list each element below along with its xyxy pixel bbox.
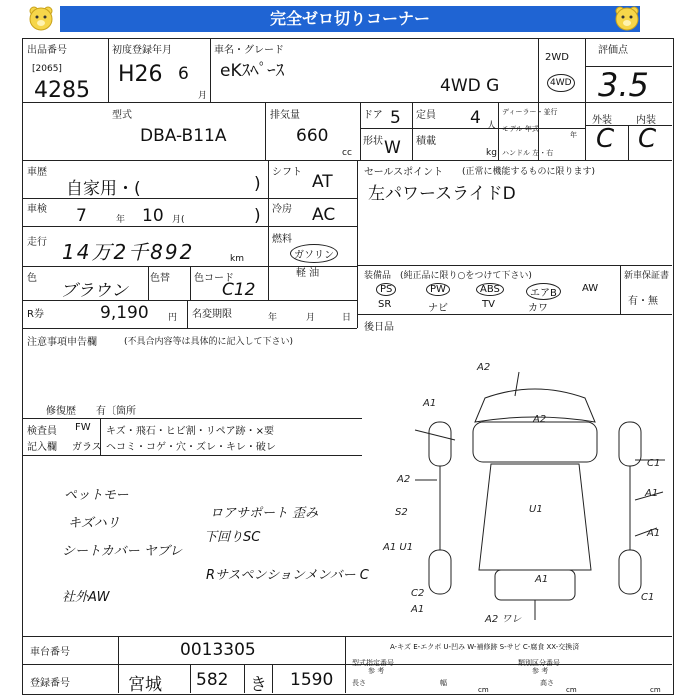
equip-tv: TV xyxy=(482,299,495,310)
car-diagram xyxy=(383,360,675,630)
equip-leather: カワ xyxy=(528,303,548,314)
first-reg-year: H26 xyxy=(118,62,163,87)
bear-mascot-icon xyxy=(26,4,56,34)
year-unit: 年 xyxy=(570,131,577,139)
note-left-4: 社外AW xyxy=(62,590,110,605)
inspection-year-unit: 年 xyxy=(116,215,126,225)
fuel-label: 燃料 xyxy=(272,234,292,245)
header-title: 完全ゼロ切りコーナー xyxy=(269,9,430,28)
car-label: 車名・グレード xyxy=(214,45,284,56)
note-right-2: 下回りSC xyxy=(204,530,261,545)
shape-label: 形状 xyxy=(363,136,383,147)
footer-box2-sub: 参 考 xyxy=(532,667,549,675)
notice-label: 注意事項申告欄 xyxy=(27,337,97,348)
lot-label: 出品番号 xyxy=(27,45,67,56)
footer-box1-sub: 参 考 xyxy=(368,667,385,675)
capacity-value: 4 xyxy=(470,108,481,128)
history-close: ) xyxy=(254,174,261,194)
bear-mascot-icon xyxy=(612,4,642,34)
chassis-value: 0013305 xyxy=(180,640,256,660)
plate-region: 宮城 xyxy=(128,675,162,695)
footer-length: 長さ xyxy=(352,679,366,687)
plate-class: 582 xyxy=(196,670,229,690)
equipment-note: (純正品に限り○をつけて下さい) xyxy=(400,271,532,281)
color-label: 色 xyxy=(27,273,37,284)
warranty-value: 有・無 xyxy=(628,296,658,307)
check-label2: 記入欄 xyxy=(27,442,57,453)
shape-value: W xyxy=(384,138,401,158)
mark-c1-right-rear: C1 xyxy=(641,592,655,603)
recycle-value: 9,190 xyxy=(100,303,149,323)
warranty-label: 新車保証書 xyxy=(624,271,670,281)
nc-day: 日 xyxy=(342,313,352,323)
exterior-value: C xyxy=(596,124,615,154)
plate-label: 登録番号 xyxy=(30,678,70,689)
drive-2wd: 2WD xyxy=(545,52,569,63)
model-value: DBA-B11A xyxy=(140,126,227,146)
equipment-label: 装備品 xyxy=(364,271,392,281)
note-right-3: Rサスペンションメンバー C xyxy=(206,568,369,583)
check-fw: FW xyxy=(75,422,91,433)
history-value: 自家用・( xyxy=(66,179,141,199)
load-unit: kg xyxy=(486,148,497,158)
paint-label: 色替 xyxy=(150,273,170,284)
header-banner xyxy=(60,6,640,32)
cm-unit-2: cm xyxy=(566,686,577,694)
cc-unit: cc xyxy=(342,148,352,158)
exterior-label: 外装 xyxy=(592,115,612,126)
doors-value: 5 xyxy=(390,108,401,128)
sales-point-note: (正常に機能するものに限ります) xyxy=(462,167,596,177)
check-row2: ヘコミ・コゲ・穴・ズレ・キレ・破レ xyxy=(106,442,276,453)
equip-sr: SR xyxy=(378,299,392,310)
mark-c1-right: C1 xyxy=(647,458,661,469)
inspection-month: 10 xyxy=(142,206,164,226)
notice-note: (不具合内容等は具体的に記入して下さい) xyxy=(124,337,294,347)
footer-width: 幅 xyxy=(440,679,447,687)
plate-kana: き xyxy=(250,675,267,695)
inspection-label: 車検 xyxy=(27,204,47,215)
sales-point-text: 左パワースライドD xyxy=(368,184,516,204)
displacement-label: 排気量 xyxy=(270,110,300,121)
mark-u1-roof: U1 xyxy=(529,504,543,515)
note-right-1: ロアサポート 歪み xyxy=(210,506,319,521)
doors-label: ドア xyxy=(363,110,383,121)
car-name: eKｽﾍﾟｰｽ xyxy=(220,61,285,81)
damage-legend: A-キズ E-エクボ U-凹み W-補修跡 S-サビ C-腐食 XX-交換済 xyxy=(390,643,580,651)
mark-a1u1-left: A1 U1 xyxy=(383,542,414,553)
mark-a1-right-rear: A1 xyxy=(647,528,661,539)
footer-height: 高さ xyxy=(540,679,554,687)
footer-box1: 型式指定番号 xyxy=(352,659,394,667)
interior-value: C xyxy=(638,124,657,154)
first-reg-month: 6 xyxy=(178,64,189,84)
equip-navi: ナビ xyxy=(428,303,448,314)
model-label: 型式 xyxy=(112,110,132,121)
nc-year: 年 xyxy=(268,313,278,323)
first-reg-label: 初度登録年月 xyxy=(112,45,172,56)
nc-month: 月 xyxy=(306,313,316,323)
footer-box2: 類別区分番号 xyxy=(518,659,560,667)
note-left-2: キズハリ xyxy=(68,516,120,531)
shift-value: AT xyxy=(312,172,333,192)
equip-pw: PW xyxy=(426,283,450,296)
mark-a1-front: A1 xyxy=(423,398,437,409)
inspection-year: 7 xyxy=(76,206,87,226)
fuel-value: ガソリン xyxy=(290,244,338,263)
mark-a2-hood: A2 xyxy=(533,414,547,425)
rear-label: 後日品 xyxy=(364,322,394,333)
check-row1: キズ・飛石・ヒビ割・リペア跡・×要 xyxy=(106,426,274,437)
equip-aw: AW xyxy=(582,283,599,294)
drive-4wd: 4WD xyxy=(547,74,575,92)
inspection-close: ) xyxy=(254,206,261,226)
mark-a2-rear: A2 ワレ xyxy=(485,614,522,625)
note-left-1: ペットモー xyxy=(64,488,129,503)
plate-number: 1590 xyxy=(290,670,334,690)
equip-ps: PS xyxy=(376,283,396,296)
month-unit: 月 xyxy=(198,91,208,101)
car-grade: 4WD G xyxy=(440,76,500,96)
score-value: 3.5 xyxy=(598,66,649,104)
fuel-alt: 軽 油 xyxy=(296,268,320,279)
check-label: 検査員 xyxy=(27,426,57,437)
inspection-month-unit: 月( xyxy=(172,215,185,225)
color-code: C12 xyxy=(222,280,256,300)
capacity-label: 定員 xyxy=(416,110,436,121)
load-label: 積載 xyxy=(416,136,436,147)
capacity-unit: 人 xyxy=(487,121,497,131)
chassis-label: 車台番号 xyxy=(30,647,70,658)
mileage-label: 走行 xyxy=(27,237,47,248)
sales-point-label: セールスポイント xyxy=(364,167,444,178)
check-glass: ガラス xyxy=(72,442,102,453)
interior-label: 内装 xyxy=(636,115,656,126)
history-label: 車歴 xyxy=(27,167,47,178)
color-value: ブラウン xyxy=(60,281,128,301)
shift-label: シフト xyxy=(272,167,302,178)
aircon-value: AC xyxy=(312,205,336,225)
dealer-label: ディーラー・並行 xyxy=(502,108,558,116)
note-left-3: シートカバー ヤブレ xyxy=(62,544,183,559)
mark-s2-left: S2 xyxy=(395,507,408,518)
cm-unit-3: cm xyxy=(650,686,661,694)
recycle-label: R券 xyxy=(27,309,44,320)
aircon-label: 冷房 xyxy=(272,204,292,215)
mark-c2-rear: C2 xyxy=(411,588,425,599)
mark-a1-rear: A1 xyxy=(535,574,549,585)
yen-unit: 円 xyxy=(168,313,178,323)
mark-a2-left: A2 xyxy=(397,474,411,485)
repair-history: 修復歴 有〔箇所 xyxy=(46,406,136,417)
lot-sub: [2065] xyxy=(32,64,62,74)
score-label: 評価点 xyxy=(598,45,628,56)
mark-a1-right: A1 xyxy=(645,488,659,499)
mark-a2-top: A2 xyxy=(477,362,491,373)
mark-a1-rear-left: A1 xyxy=(411,604,425,615)
handle-label: ハンドル 左・右 xyxy=(502,149,554,157)
km-unit: km xyxy=(230,254,244,264)
lot-number: 4285 xyxy=(34,78,90,103)
cm-unit-1: cm xyxy=(478,686,489,694)
equip-abs: ABS xyxy=(476,283,504,296)
color-code-label: 色コード xyxy=(194,273,234,284)
equip-airbag: エアB xyxy=(526,283,561,300)
mileage-value: 14万2千892 xyxy=(62,240,195,264)
model-year-label: モデル 年式 xyxy=(502,125,539,133)
name-change-label: 名変期限 xyxy=(192,309,232,320)
displacement-value: 660 xyxy=(296,126,329,146)
